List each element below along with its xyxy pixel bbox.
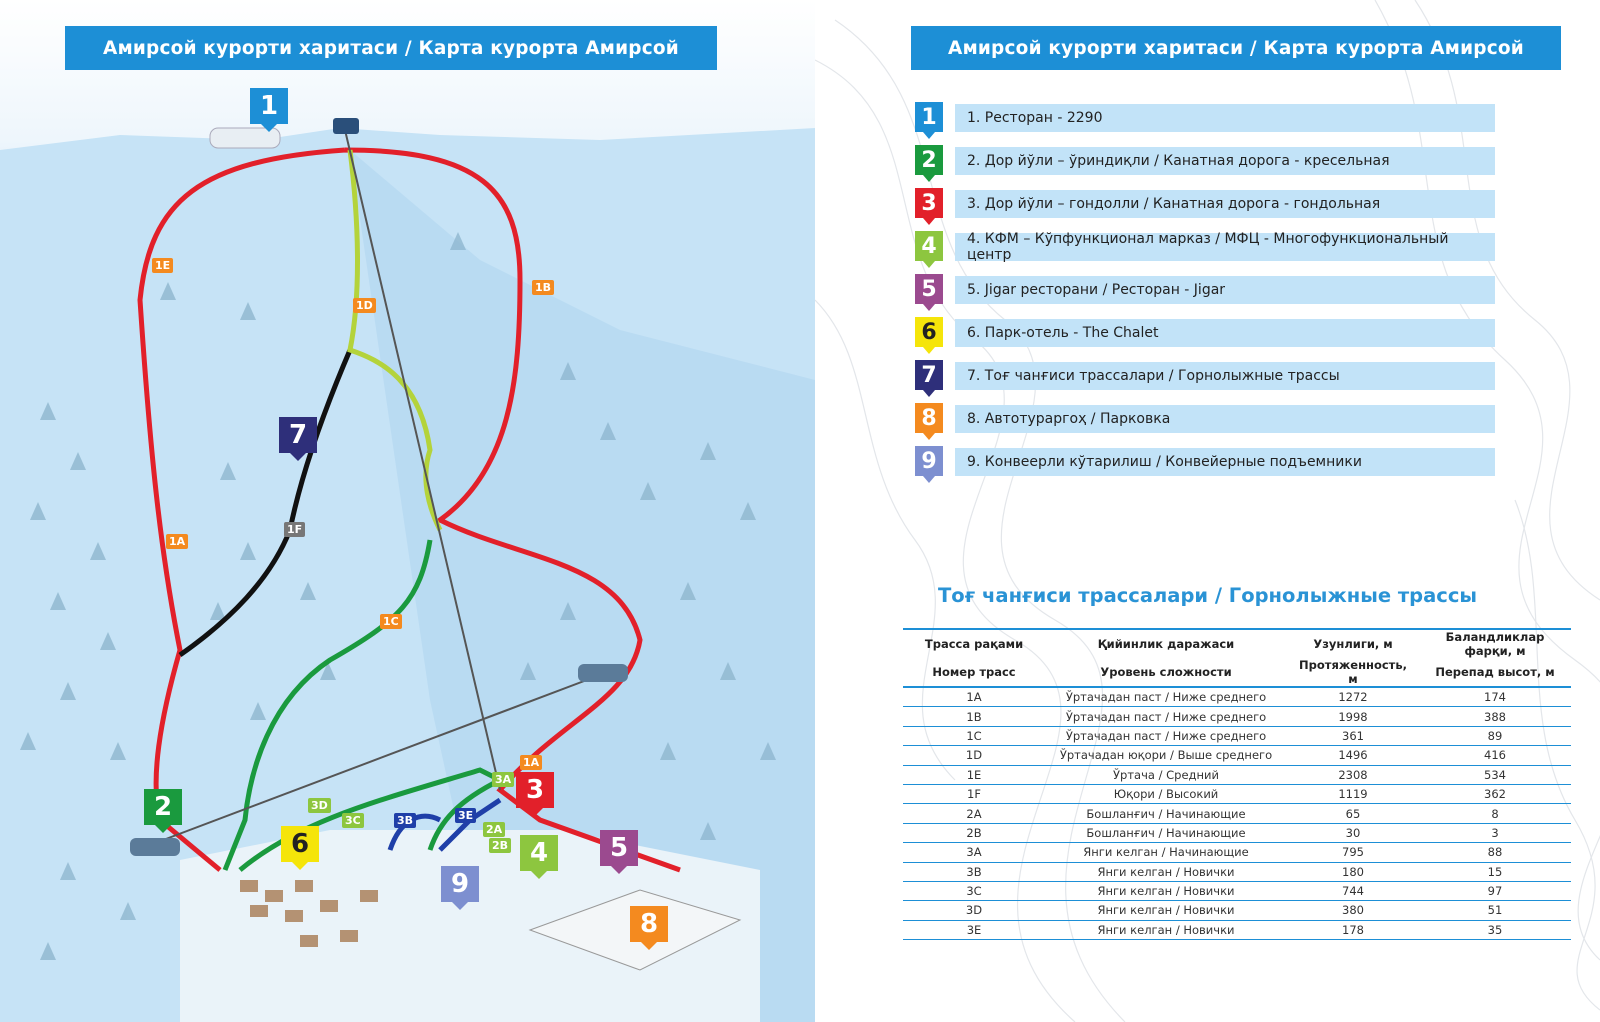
table-row <box>903 746 1571 765</box>
cell-difficulty: Янги келган / Новички <box>1045 920 1287 939</box>
header-trail-number-ru: Номер трасс <box>903 658 1045 687</box>
table-row <box>903 920 1571 939</box>
legend-text-7: 7. Тоғ чанғиси трассалари / Горнолыжные трассы <box>955 362 1495 390</box>
cell-length: 795 <box>1287 843 1419 862</box>
trail-label-1D: 1D <box>353 298 376 313</box>
map-badge-mfc: 4 <box>520 835 558 871</box>
trail-label-3E: 3E <box>455 808 476 823</box>
legend-num-3: 3 <box>915 188 943 218</box>
map-badge-chairlift: 2 <box>144 789 182 825</box>
header-difficulty-uz: Қийинлик даражаси <box>1045 629 1287 658</box>
cell-trail: 2B <box>903 823 1045 842</box>
legend-item-parking <box>915 401 1515 441</box>
cell-difficulty: Ўртачадан паст / Ниже среднего <box>1045 726 1287 745</box>
cell-trail: 1E <box>903 765 1045 784</box>
cell-trail: 3C <box>903 881 1045 900</box>
table-row <box>903 881 1571 900</box>
cell-length: 1119 <box>1287 784 1419 803</box>
cell-drop: 388 <box>1419 707 1571 726</box>
map-badge-parking: 8 <box>630 906 668 942</box>
trails-table <box>903 628 1571 940</box>
trail-label-2A: 2A <box>483 822 505 837</box>
trail-label-1A: 1A <box>166 534 188 549</box>
trail-label-1B: 1B <box>532 280 554 295</box>
cell-difficulty: Янги келган / Начинающие <box>1045 843 1287 862</box>
cell-length: 2308 <box>1287 765 1419 784</box>
table-row <box>903 823 1571 842</box>
header-length-ru: Протяженность, м <box>1287 658 1419 687</box>
legend-item-ski-trails <box>915 358 1515 398</box>
legend-text-4: 4. КФМ – Кўпфункционал марказ / МФЦ - Многофункциональный центр <box>955 233 1495 261</box>
legend-num-1: 1 <box>915 102 943 132</box>
legend-panel <box>815 0 1600 1022</box>
cell-difficulty: Бошланғич / Начинающие <box>1045 804 1287 823</box>
table-row <box>903 862 1571 881</box>
legend-item-park-hotel <box>915 315 1515 355</box>
cell-length: 361 <box>1287 726 1419 745</box>
cell-difficulty: Ўртачадан юқори / Выше среднего <box>1045 746 1287 765</box>
cell-length: 1496 <box>1287 746 1419 765</box>
trail-label-1F: 1F <box>284 522 305 537</box>
cell-drop: 97 <box>1419 881 1571 900</box>
cell-difficulty: Янги келган / Новички <box>1045 901 1287 920</box>
map-badge-restaurant: 1 <box>250 88 288 124</box>
cell-difficulty: Янги келган / Новички <box>1045 862 1287 881</box>
legend-text-2: 2. Дор йўли – ўриндиқли / Канатная дорога - кресельная <box>955 147 1495 175</box>
cell-trail: 3A <box>903 843 1045 862</box>
trail-label-2B: 2B <box>489 838 511 853</box>
legend-num-6: 6 <box>915 317 943 347</box>
header-drop-ru: Перепад высот, м <box>1419 658 1571 687</box>
legend-item-conveyor <box>915 444 1515 484</box>
legend-num-7: 7 <box>915 360 943 390</box>
map-badge-conveyor: 9 <box>441 866 479 902</box>
left-map-banner: Амирсой курорти харитаси / Карта курорта Амирсой <box>65 26 717 70</box>
legend-num-8: 8 <box>915 403 943 433</box>
header-length-uz: Узунлиги, м <box>1287 629 1419 658</box>
legend-num-5: 5 <box>915 274 943 304</box>
legend-num-2: 2 <box>915 145 943 175</box>
legend-text-8: 8. Автотураргоҳ / Парковка <box>955 405 1495 433</box>
cell-drop: 3 <box>1419 823 1571 842</box>
legend-num-9: 9 <box>915 446 943 476</box>
map-badge-gondola: 3 <box>516 772 554 808</box>
legend-text-5: 5. Jigar ресторани / Ресторан - Jigar <box>955 276 1495 304</box>
legend-item-gondola <box>915 186 1515 226</box>
table-row <box>903 804 1571 823</box>
cell-difficulty: Ўртача / Средний <box>1045 765 1287 784</box>
header-difficulty-ru: Уровень сложности <box>1045 658 1287 687</box>
trail-label-1C: 1C <box>380 614 402 629</box>
cell-difficulty: Янги келган / Новички <box>1045 881 1287 900</box>
cell-drop: 8 <box>1419 804 1571 823</box>
cell-length: 380 <box>1287 901 1419 920</box>
legend-text-6: 6. Парк-отель - The Chalet <box>955 319 1495 347</box>
table-row <box>903 765 1571 784</box>
cell-trail: 1B <box>903 707 1045 726</box>
cell-length: 180 <box>1287 862 1419 881</box>
cell-trail: 3E <box>903 920 1045 939</box>
table-header-row-uz <box>903 629 1571 658</box>
gondola-top-station <box>333 118 359 134</box>
cell-drop: 416 <box>1419 746 1571 765</box>
table-row <box>903 901 1571 920</box>
table-row <box>903 843 1571 862</box>
header-trail-number-uz: Трасса рақами <box>903 629 1045 658</box>
legend-item-restaurant <box>915 100 1515 140</box>
map-badge-jigar: 5 <box>600 830 638 866</box>
trail-label-3A: 3A <box>492 772 514 787</box>
trails-table-title: Тоғ чанғиси трассалари / Горнолыжные трассы <box>937 584 1478 607</box>
legend-text-1: 1. Ресторан - 2290 <box>955 104 1495 132</box>
trail-label-1E: 1E <box>152 258 173 273</box>
trail-label-3B: 3B <box>394 813 416 828</box>
table-header-row-ru <box>903 658 1571 687</box>
legend-item-jigar <box>915 272 1515 312</box>
cell-length: 30 <box>1287 823 1419 842</box>
table-row <box>903 687 1571 707</box>
chairlift-bottom-station <box>130 838 180 856</box>
header-drop-uz: Баландликлар фарқи, м <box>1419 629 1571 658</box>
legend-text-3: 3. Дор йўли – гондолли / Канатная дорога - гондольная <box>955 190 1495 218</box>
cell-trail: 1D <box>903 746 1045 765</box>
cell-trail: 3B <box>903 862 1045 881</box>
cell-trail: 1C <box>903 726 1045 745</box>
cell-drop: 88 <box>1419 843 1571 862</box>
cell-drop: 534 <box>1419 765 1571 784</box>
trail-label-1A-lower: 1A <box>520 755 542 770</box>
cell-difficulty: Ўртачадан паст / Ниже среднего <box>1045 687 1287 707</box>
cell-length: 1272 <box>1287 687 1419 707</box>
right-legend-banner: Амирсой курорти харитаси / Карта курорта Амирсой <box>911 26 1561 70</box>
trail-label-3C: 3C <box>342 813 364 828</box>
cell-difficulty: Ўртачадан паст / Ниже среднего <box>1045 707 1287 726</box>
cell-drop: 35 <box>1419 920 1571 939</box>
cell-length: 1998 <box>1287 707 1419 726</box>
legend-num-4: 4 <box>915 231 943 261</box>
legend-text-9: 9. Конвеерли кўтарилиш / Конвейерные подъемники <box>955 448 1495 476</box>
cell-trail: 1A <box>903 687 1045 707</box>
cell-drop: 174 <box>1419 687 1571 707</box>
legend-item-mfc <box>915 229 1515 269</box>
table-row <box>903 707 1571 726</box>
table-row <box>903 784 1571 803</box>
cell-drop: 362 <box>1419 784 1571 803</box>
cell-drop: 15 <box>1419 862 1571 881</box>
cell-difficulty: Юқори / Высокий <box>1045 784 1287 803</box>
cell-drop: 51 <box>1419 901 1571 920</box>
table-row <box>903 726 1571 745</box>
cell-trail: 1F <box>903 784 1045 803</box>
cell-difficulty: Бошланғич / Начинающие <box>1045 823 1287 842</box>
legend-item-chairlift <box>915 143 1515 183</box>
trail-label-3D: 3D <box>308 798 331 813</box>
chairlift-top-station <box>578 664 628 682</box>
cell-trail: 2A <box>903 804 1045 823</box>
cell-length: 65 <box>1287 804 1419 823</box>
cell-trail: 3D <box>903 901 1045 920</box>
map-badge-park-hotel: 6 <box>281 826 319 862</box>
cell-length: 178 <box>1287 920 1419 939</box>
cell-drop: 89 <box>1419 726 1571 745</box>
map-badge-ski-trails: 7 <box>279 417 317 453</box>
cell-length: 744 <box>1287 881 1419 900</box>
